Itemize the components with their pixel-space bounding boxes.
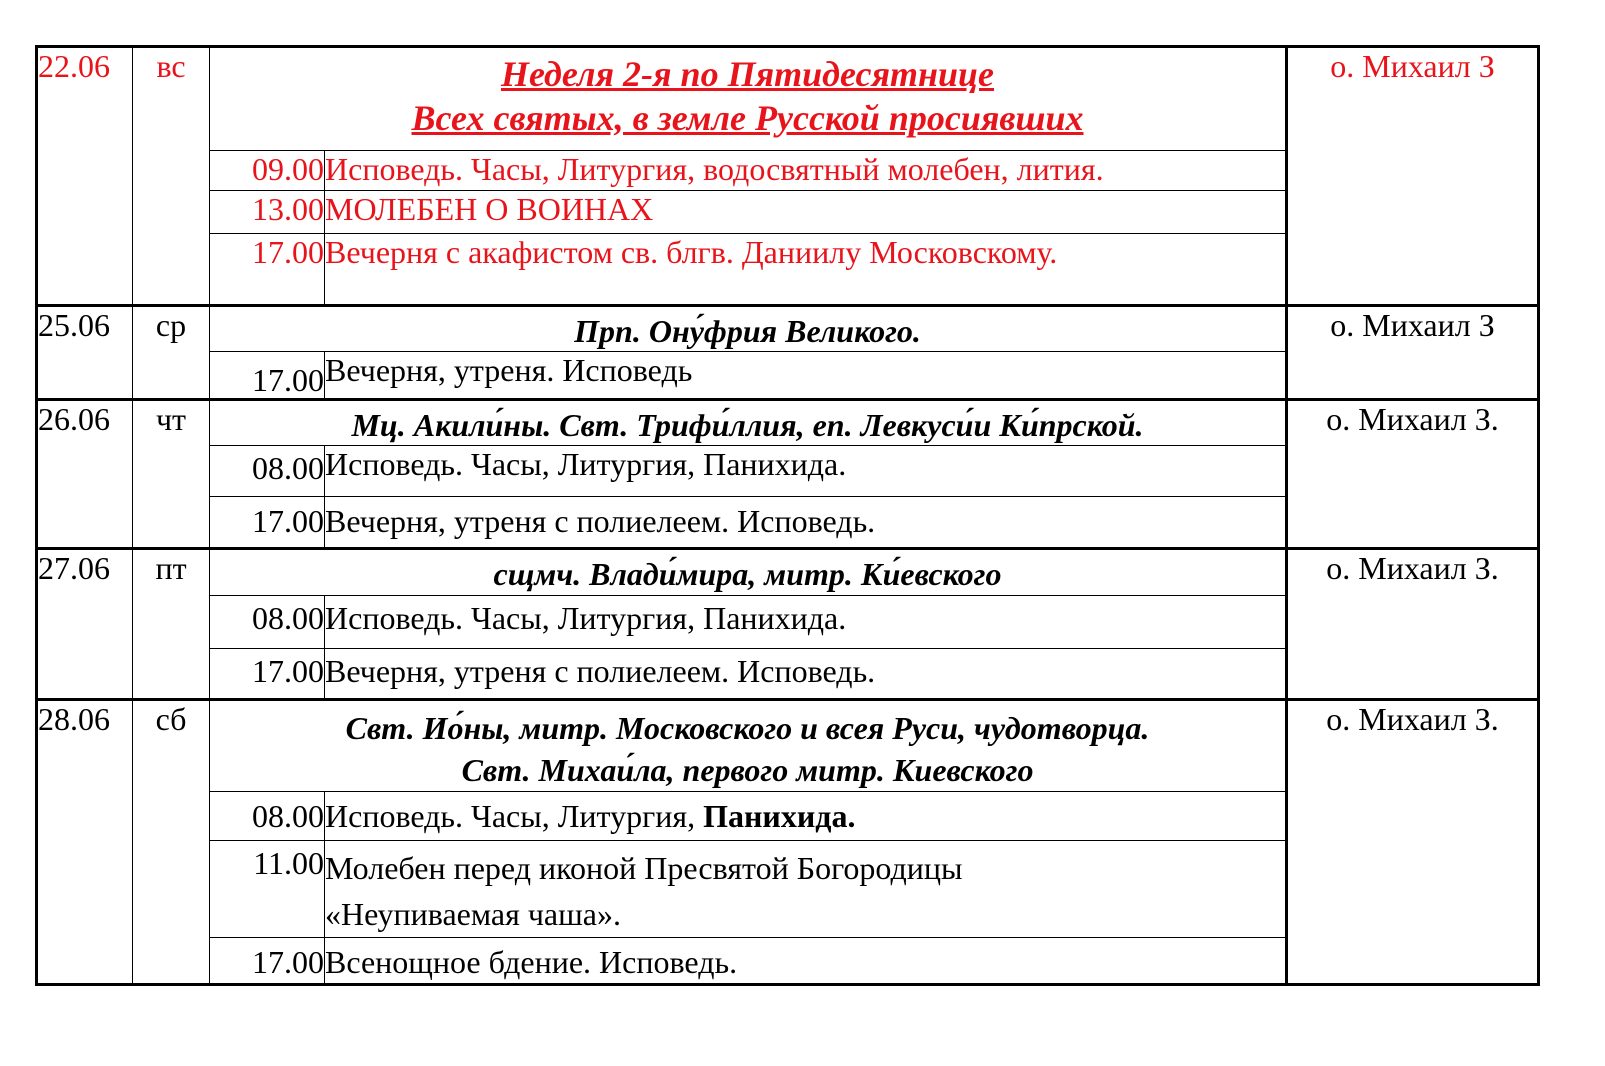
feast-line: Свт. Михаи́ла, первого митр. Киевского (461, 752, 1034, 788)
day-row (37, 306, 1539, 352)
feast-title: сщмч. Влади́мира, митр. Ки́евского (210, 549, 1287, 596)
date-cell: 26.06 (37, 400, 133, 549)
feast-title (210, 700, 1287, 792)
service-time: 17.00 (210, 938, 325, 985)
service-time: 17.00 (210, 649, 325, 700)
service-text: Вечерня, утреня с полиелеем. Исповедь. (325, 649, 1287, 700)
service-text: Всенощное бдение. Исповедь. (325, 938, 1287, 985)
service-text-main: Исповедь. Часы, Литургия, (325, 798, 704, 834)
weekday-cell: сб (133, 700, 210, 985)
feast-line: Неделя 2-я по Пятидесятнице (500, 54, 995, 94)
service-text: Вечерня с акафистом св. блгв. Даниилу Московскому. (325, 234, 1287, 274)
day-row (37, 700, 1539, 792)
weekday-cell: вс (133, 47, 210, 306)
service-time: 09.00 (210, 151, 325, 191)
service-text-line: «Неупиваемая чаша». (325, 896, 621, 932)
date-cell: 27.06 (37, 549, 133, 700)
service-text: МОЛЕБЕН О ВОИНАХ (325, 191, 1287, 234)
feast-line: Свт. Ио́ны, митр. Московского и всея Руси, чудотворца. (345, 710, 1150, 746)
service-text: Исповедь. Часы, Литургия, Панихида. (325, 596, 1287, 649)
service-text-line: Молебен перед иконой Пресвятой Богородицы (325, 850, 963, 886)
service-text: Вечерня, утреня. Исповедь (325, 352, 1287, 400)
feast-title: Мц. Акили́ны. Свт. Трифи́ллия, еп. Левкуси́и Ки́прской. (210, 400, 1287, 446)
service-text-bold: Панихида. (703, 798, 856, 834)
weekday-cell: чт (133, 400, 210, 549)
day-row (37, 400, 1539, 446)
service-time: 08.00 (210, 792, 325, 841)
service-text (325, 792, 1287, 841)
priest-cell: о. Михаил З. (1287, 700, 1539, 985)
weekday-cell: пт (133, 549, 210, 700)
date-cell: 22.06 (37, 47, 133, 306)
feast-title: Прп. Ону́фрия Великого. (210, 306, 1287, 352)
priest-cell: о. Михаил З (1287, 47, 1539, 306)
feast-line: Всех святых, в земле Русской просиявших (411, 98, 1084, 138)
priest-cell: о. Михаил З. (1287, 400, 1539, 549)
date-cell: 25.06 (37, 306, 133, 400)
schedule-table (35, 45, 1540, 986)
service-text (325, 841, 1287, 938)
service-time: 13.00 (210, 191, 325, 234)
service-time: 17.00 (210, 352, 325, 400)
day-row (37, 549, 1539, 596)
service-text: Вечерня, утреня с полиелеем. Исповедь. (325, 497, 1287, 549)
priest-cell: о. Михаил З. (1287, 549, 1539, 700)
service-time: 08.00 (210, 446, 325, 497)
feast-title (210, 47, 1287, 151)
priest-cell: о. Михаил З (1287, 306, 1539, 400)
service-text: Исповедь. Часы, Литургия, Панихида. (325, 446, 1287, 497)
service-time: 11.00 (210, 841, 325, 938)
service-text: Исповедь. Часы, Литургия, водосвятный молебен, лития. (325, 151, 1287, 191)
service-time: 08.00 (210, 596, 325, 649)
weekday-cell: ср (133, 306, 210, 400)
service-time: 17.00 (210, 497, 325, 549)
date-cell: 28.06 (37, 700, 133, 985)
service-time: 17.00 (210, 234, 325, 274)
day-row (37, 47, 1539, 151)
